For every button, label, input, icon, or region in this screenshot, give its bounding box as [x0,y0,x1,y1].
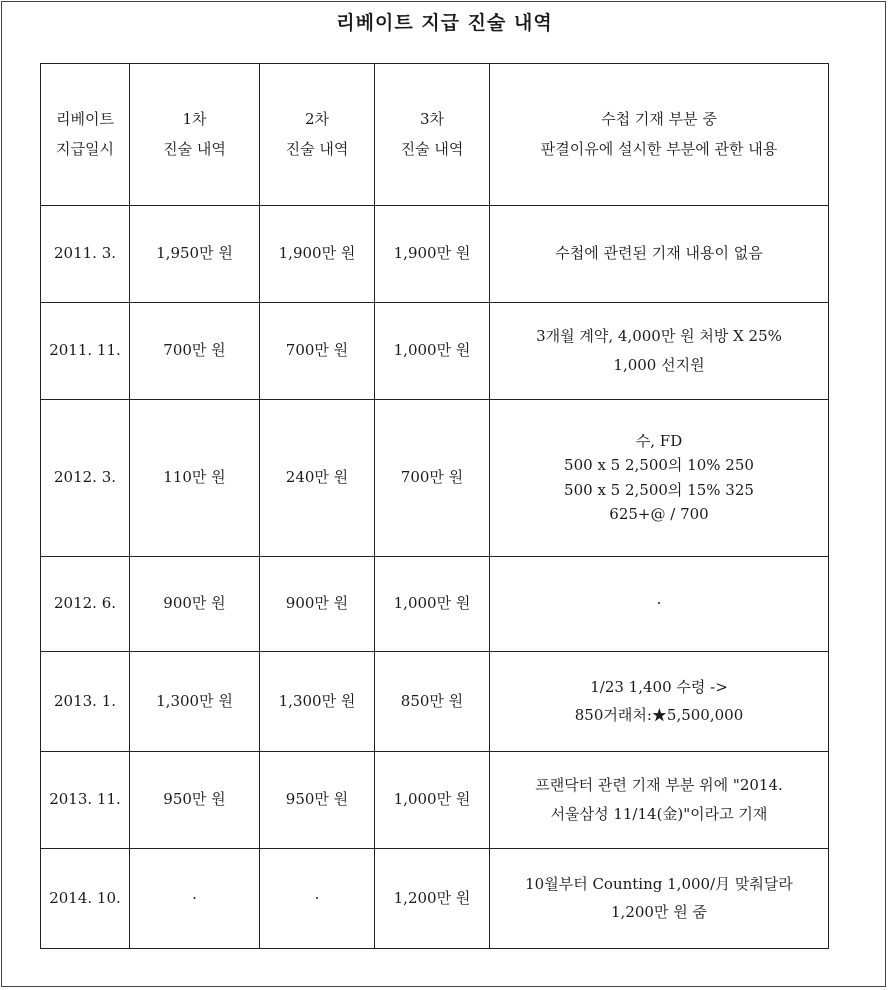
row-note: 3개월 계약, 4,000만 원 처방 X 25% 1,000 선지원 [490,303,829,400]
document-title: 리베이트 지급 진술 내역 [336,12,553,34]
row-date: 2012. 6. [41,557,130,652]
header-date: 리베이트 지급일시 [41,64,130,206]
row-second: 700만 원 [260,303,375,400]
row-date: 2014. 10. [41,849,130,949]
table-row [41,557,829,652]
row-note: 1/23 1,400 수령 -> 850거래처:★5,500,000 [490,652,829,752]
row-third: 1,000만 원 [375,752,490,849]
table-row [41,849,829,949]
header-row [41,64,829,206]
row-note: 수첩에 관련된 기재 내용이 없음 [490,206,829,303]
row-note: 프랜닥터 관련 기재 부분 위에 "2014. 서울삼성 11/14(金)"이라고 기재 [490,752,829,849]
header-note: 수첩 기재 부분 중 판결이유에 설시한 부분에 관한 내용 [490,64,829,206]
row-first: 900만 원 [130,557,260,652]
row-date: 2011. 11. [41,303,130,400]
row-date: 2013. 11. [41,752,130,849]
row-second: · [260,849,375,949]
row-third: 1,000만 원 [375,557,490,652]
table-row [41,752,829,849]
row-third: 1,900만 원 [375,206,490,303]
row-first: 110만 원 [130,400,260,557]
row-third: 700만 원 [375,400,490,557]
row-first: 1,950만 원 [130,206,260,303]
row-second: 950만 원 [260,752,375,849]
row-date: 2011. 3. [41,206,130,303]
row-third: 1,000만 원 [375,303,490,400]
table-row [41,652,829,752]
header-first-statement: 1차 진술 내역 [130,64,260,206]
rebate-statement-table [40,63,829,949]
row-third: 850만 원 [375,652,490,752]
table-row [41,303,829,400]
row-first: 1,300만 원 [130,652,260,752]
table-row [41,400,829,557]
row-third: 1,200만 원 [375,849,490,949]
header-third-statement: 3차 진술 내역 [375,64,490,206]
row-date: 2012. 3. [41,400,130,557]
row-note: 수, FD 500 x 5 2,500의 10% 250 500 x 5 2,500의 15% 325 625+@ / 700 [490,400,829,557]
row-second: 1,900만 원 [260,206,375,303]
row-first: 700만 원 [130,303,260,400]
row-note: · [490,557,829,652]
row-second: 1,300만 원 [260,652,375,752]
row-first: · [130,849,260,949]
row-note: 10월부터 Counting 1,000/月 맞춰달라 1,200만 원 줌 [490,849,829,949]
row-first: 950만 원 [130,752,260,849]
row-second: 900만 원 [260,557,375,652]
table-row [41,206,829,303]
header-second-statement: 2차 진술 내역 [260,64,375,206]
row-date: 2013. 1. [41,652,130,752]
row-second: 240만 원 [260,400,375,557]
